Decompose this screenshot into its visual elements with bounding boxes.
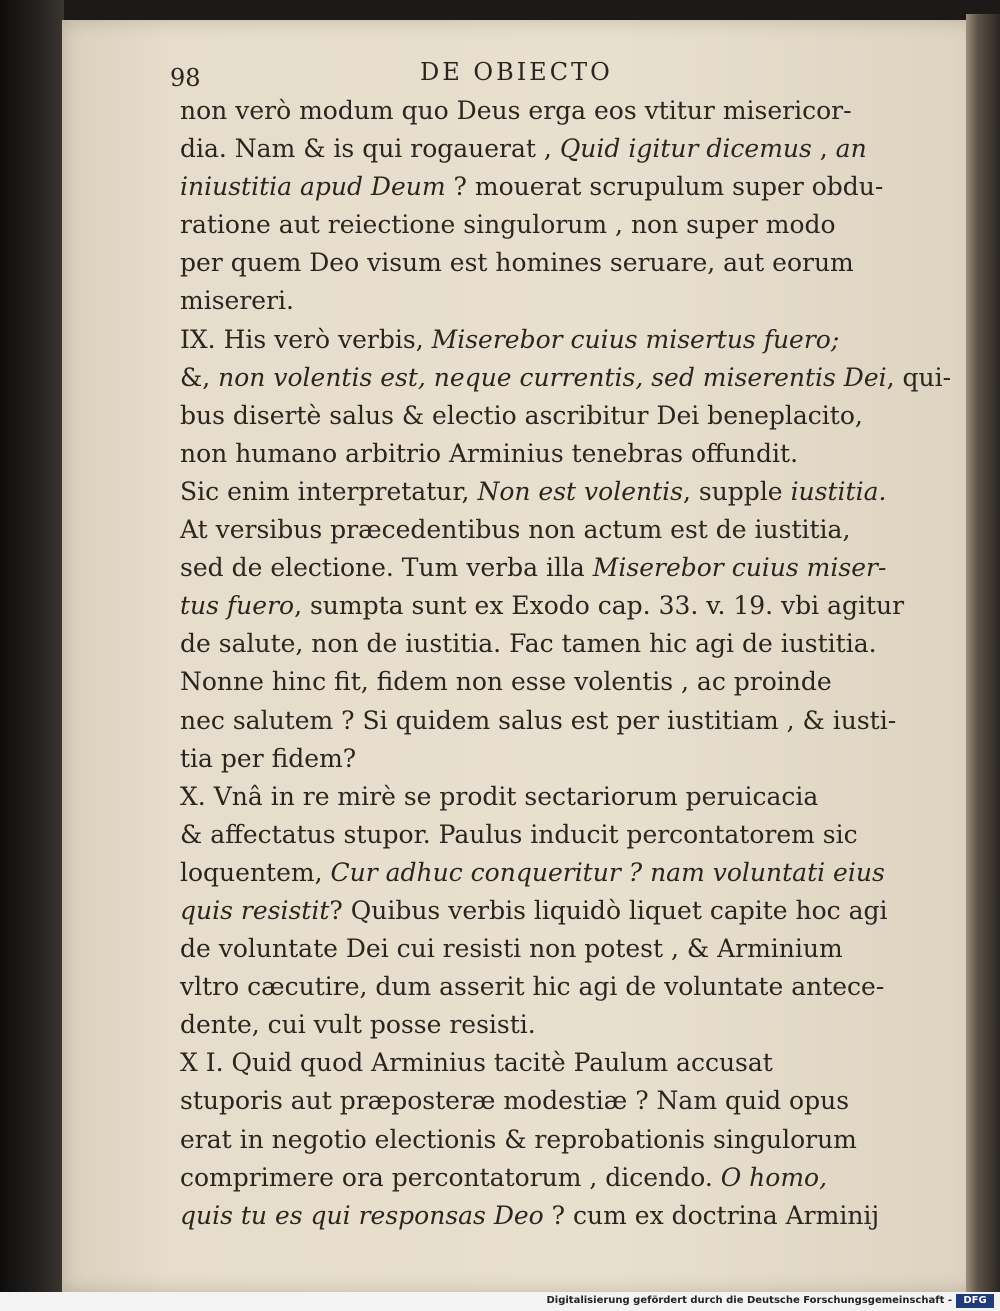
text-segment: stuporis aut præposteræ modestiæ ? Nam quid opus bbox=[180, 1086, 850, 1116]
text-segment: dia. Nam & is qui rogauerat , bbox=[180, 134, 560, 164]
running-head: DE OBIECTO bbox=[420, 58, 613, 86]
text-segment: ratione aut reiectione singulorum , non super modo bbox=[180, 210, 836, 240]
italic-segment: an bbox=[835, 134, 867, 164]
italic-segment: Cur adhuc conqueritur ? nam voluntati eius bbox=[330, 857, 885, 887]
text-segment: sed de electione. Tum verba illa bbox=[180, 553, 593, 583]
text-line bbox=[180, 892, 910, 930]
text-segment: Nonne hinc fit, fidem non esse volentis , ac proinde bbox=[180, 667, 832, 697]
text-segment: bus disertè salus & electio ascribitur Dei beneplacito, bbox=[180, 400, 863, 430]
text-line bbox=[180, 1197, 910, 1235]
text-segment: , qui- bbox=[886, 362, 952, 392]
text-line bbox=[180, 1121, 910, 1159]
text-segment: de salute, non de iustitia. Fac tamen hic agi de iustitia. bbox=[180, 629, 877, 659]
page-right-edge bbox=[966, 14, 1000, 1294]
text-segment: & affectatus stupor. Paulus inducit percontatorem sic bbox=[180, 819, 858, 849]
page-number: 98 bbox=[170, 64, 201, 92]
text-line bbox=[180, 1082, 910, 1120]
text-line bbox=[180, 130, 910, 168]
text-segment: non humano arbitrio Arminius tenebras offundit. bbox=[180, 438, 799, 468]
text-segment: de voluntate Dei cui resisti non potest , & Arminium bbox=[180, 934, 843, 964]
text-segment: At versibus præcedentibus non actum est de iustitia, bbox=[180, 515, 851, 545]
italic-segment: iniustitia apud Deum bbox=[180, 172, 446, 202]
text-line bbox=[180, 1044, 910, 1082]
text-segment: ? cum ex doctrina Arminij bbox=[543, 1200, 880, 1230]
text-line bbox=[180, 206, 910, 244]
text-line bbox=[180, 435, 910, 473]
text-line bbox=[180, 282, 910, 320]
text-segment: loquentem, bbox=[180, 857, 331, 887]
italic-segment: Miserebor cuius misertus fuero; bbox=[431, 324, 840, 354]
text-segment: non verò modum quo Deus erga eos vtitur misericor- bbox=[180, 96, 852, 125]
text-segment: comprimere ora percontatorum , dicendo. bbox=[180, 1162, 721, 1192]
text-segment: per quem Deo visum est homines seruare, aut eorum bbox=[180, 248, 854, 278]
italic-segment: non volentis est, neque currentis, sed miserentis Dei bbox=[218, 362, 887, 392]
text-segment: nec salutem ? Si quidem salus est per iustitiam , & iusti- bbox=[180, 705, 897, 735]
text-segment: , bbox=[811, 134, 836, 164]
text-segment: IX. His verò verbis, bbox=[180, 324, 432, 354]
text-segment: ? mouerat scrupulum super obdu- bbox=[445, 172, 884, 202]
text-segment: dente, cui vult posse resisti. bbox=[180, 1010, 536, 1040]
digitization-credit: Digitalisierung gefördert durch die Deutsche Forschungsgemeinschaft - bbox=[546, 1295, 952, 1306]
italic-segment: iustitia. bbox=[790, 476, 887, 506]
text-line bbox=[180, 816, 910, 854]
italic-segment: quis resistit bbox=[180, 895, 330, 925]
text-line bbox=[180, 778, 910, 816]
text-line bbox=[180, 625, 910, 663]
text-line bbox=[180, 1006, 910, 1044]
text-line bbox=[180, 587, 910, 625]
body-text bbox=[180, 92, 952, 1235]
italic-segment: Non est volentis bbox=[477, 476, 683, 506]
text-line bbox=[180, 397, 910, 435]
text-segment: &, bbox=[180, 362, 219, 392]
text-segment: X. Vnâ in re mirè se prodit sectariorum peruicacia bbox=[180, 781, 819, 811]
text-segment: tia per fidem? bbox=[180, 743, 357, 773]
text-segment: ? Quibus verbis liquidò liquet capite hoc agi bbox=[329, 895, 888, 925]
text-segment: erat in negotio electionis & reprobationis singulorum bbox=[180, 1124, 857, 1154]
text-line bbox=[180, 968, 910, 1006]
text-line bbox=[180, 663, 910, 701]
text-line bbox=[180, 1159, 910, 1197]
text-line bbox=[180, 92, 910, 130]
text-segment: , supple bbox=[682, 476, 791, 506]
text-line bbox=[180, 473, 910, 511]
italic-segment: Miserebor cuius miser- bbox=[592, 553, 887, 583]
italic-segment: O homo, bbox=[720, 1162, 828, 1192]
text-segment: , sumpta sunt ex Exodo cap. 33. v. 19. vbi agitur bbox=[294, 591, 905, 621]
text-line bbox=[180, 511, 910, 549]
book-binding-edge bbox=[0, 0, 64, 1311]
text-line bbox=[180, 168, 910, 206]
text-segment: X I. Quid quod Arminius tacitè Paulum accusat bbox=[180, 1048, 773, 1078]
italic-segment: tus fuero bbox=[180, 591, 295, 621]
italic-segment: quis tu es qui responsas Deo bbox=[180, 1200, 544, 1230]
text-segment: Sic enim interpretatur, bbox=[180, 476, 478, 506]
italic-segment: Quid igitur dicemus bbox=[559, 134, 812, 164]
text-segment: vltro cæcutire, dum asserit hic agi de voluntate antece- bbox=[180, 972, 885, 1002]
text-line bbox=[180, 549, 910, 587]
text-line bbox=[180, 244, 910, 282]
text-line bbox=[180, 930, 910, 968]
text-line bbox=[180, 321, 910, 359]
text-line bbox=[180, 740, 910, 778]
text-line bbox=[180, 359, 952, 397]
text-line bbox=[180, 702, 910, 740]
text-segment: misereri. bbox=[180, 286, 294, 316]
text-line bbox=[180, 854, 910, 892]
dfg-logo: DFG bbox=[956, 1294, 994, 1308]
